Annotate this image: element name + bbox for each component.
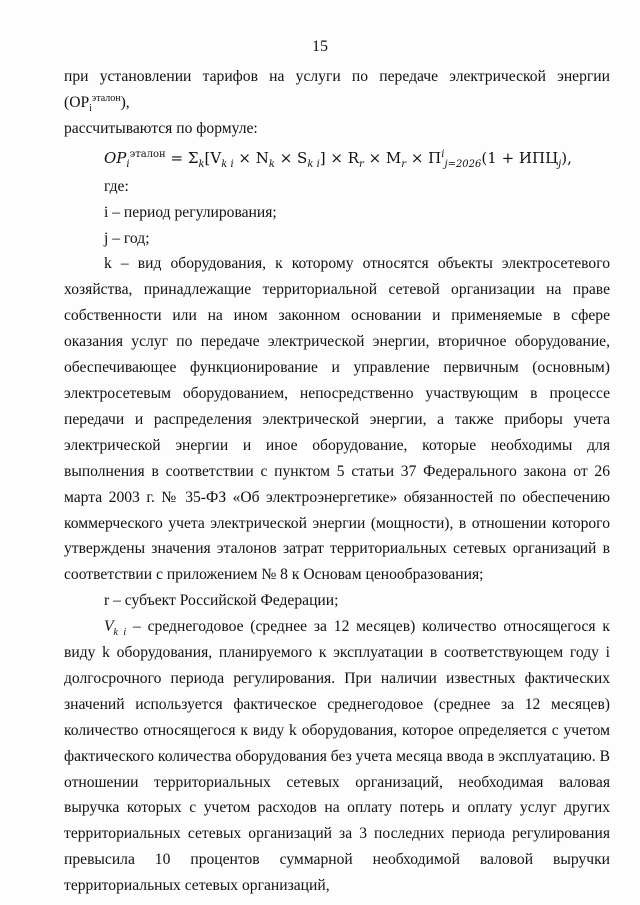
v-symbol: V (104, 618, 114, 636)
formula: $ОР_i^{эталон} = \Sigma_k[V_{k i} \times N_k \times S_{k i}] \times R_r \times M_r \times \Pi^i_{j=2026}(1 + ИПЦ_j)$, (104, 148, 572, 170)
definition-k: k – вид оборудования, к которому относятся объекты электросетевого хозяйства, принадлежащие территориальной сетевой организации на праве собственности или на ином законном основании и применяемые в сфере оказания услуг по передаче электрической энергии, вторичное оборудование, обеспечивающее функционирование и управление первичным (основным) электросетевым оборудованием, непосредственно участвующим в процессе передачи и распределения электрической энергии, а также приборы учета электрической энергии и иное оборудование, которые необходимы для выполнения в соответствии с пунктом 5 статьи 37 Федерального закона от 26 марта 2003 г. № 35-ФЗ «Об электроэнергетике» обязанностей по обеспечению коммерческого учета электрической энергии (мощности), в отношении которого утверждены значения эталонов затрат территориальных сетевых организаций в соответствии с приложением № 8 к Основам ценообразования; (64, 255, 610, 584)
intro-text: при установлении тарифов на услуги по передаче электрической энергии ( (64, 68, 610, 111)
definition-v-text: – среднегодовое (среднее за 12 месяцев) количество относящегося к виду k оборудования, планируемого к эксплуатации в соответствующем году i долгосрочного периода регулирования. При наличии известных фактических значений используется фактическое среднегодовое (среднее за 12 месяцев) количество относящегося к виду k оборудования, которое определяется с учетом фактического количества оборудования без учета месяца ввода в эксплуатацию. В отношении территориальных сетевых организаций, необходимая валовая выручка которых с учетом расходов на оплату потерь и оплату услуг других территориальных сетевых организаций за 3 последних периода регулирования превысила 10 процентов суммарной необходимой валовой выручки территориальных сетевых организаций, (64, 618, 610, 895)
definition-j: j – год; (104, 229, 150, 247)
op-symbol: $ОР_i^{эталон}$ (69, 92, 121, 115)
definition-i: i – период регулирования; (104, 203, 277, 221)
page-number: 15 (312, 38, 328, 55)
intro-paragraph: при установлении тарифов на услуги по передаче электрической энергии $(ОР_i^{эталон})$, рассчитываются по формуле: (64, 68, 610, 137)
document-body (64, 64, 610, 899)
intro-text-line2: рассчитываются по формуле: (64, 119, 258, 137)
where-label: где: (104, 177, 129, 195)
definition-v: $V_{k i}$ – среднегодовое (среднее за 12 месяцев) количество относящегося к виду k оборудования, планируемого к эксплуатации в соответствующем году i долгосрочного периода регулирования. При наличии известных фактических значений используется фактическое среднегодовое (среднее за 12 месяцев) количество относящегося к виду k оборудования, которое определяется с учетом фактического количества оборудования без учета месяца ввода в эксплуатацию. В отношении территориальных сетевых организаций, необходимая валовая выручка которых с учетом расходов на оплату потерь и оплату услуг других территориальных сетевых организаций за 3 последних периода регулирования превысила 10 процентов суммарной необходимой валовой выручки территориальных сетевых организаций, (64, 618, 610, 895)
definition-r: r – субъект Российской Федерации; (104, 592, 339, 610)
